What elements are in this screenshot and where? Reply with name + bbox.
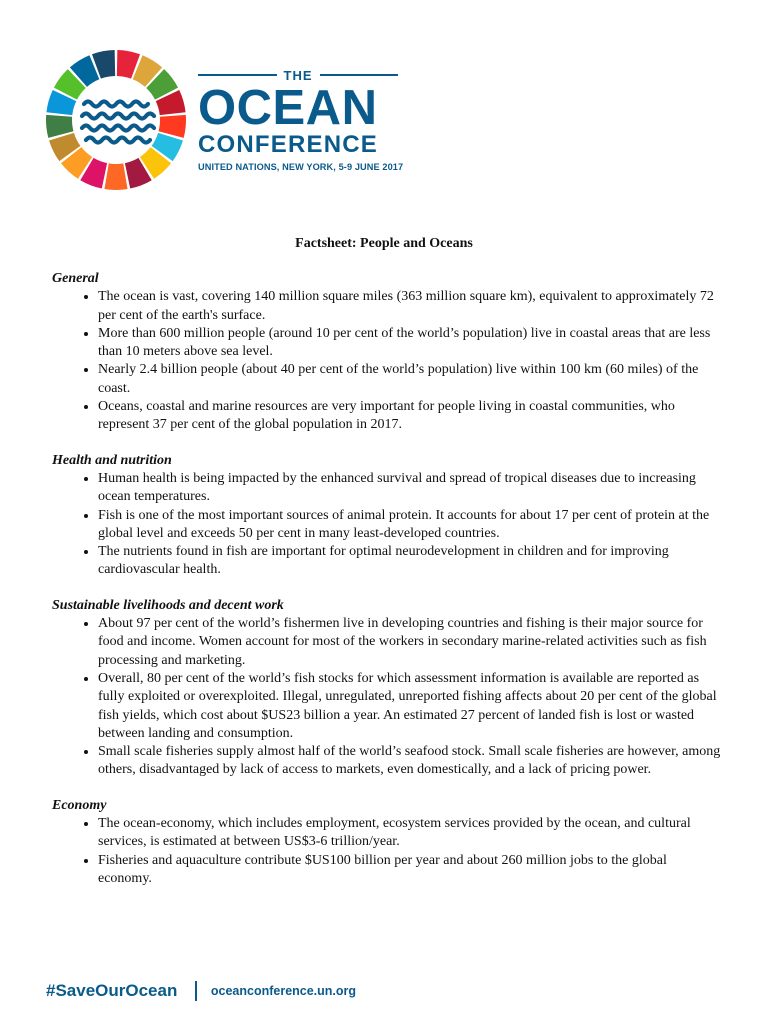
section-economy — [52, 797, 722, 888]
list-item: • Small scale fisheries supply almost half of the world’s seafood stock. Small scale fisheries are however, among others, disadvantaged by lack of access to markets, even domestically, and a lack of pricing power. — [98, 743, 722, 780]
section-health-nutrition — [52, 452, 722, 580]
footer-divider — [195, 981, 197, 1001]
list-item: • Human health is being impacted by the enhanced survival and spread of tropical diseases due to increasing ocean temperatures. — [98, 470, 722, 507]
section-general — [52, 270, 722, 435]
logo-ocean: OCEAN — [198, 81, 378, 135]
conference-wordmark — [198, 64, 404, 174]
wheel-segments — [46, 50, 186, 190]
list-item: • More than 600 million people (around 10 per cent of the world’s population) live in coastal areas that are less than 10 meters above sea level. — [98, 325, 722, 362]
logo-conference: CONFERENCE — [198, 131, 379, 158]
section-livelihoods — [52, 597, 722, 780]
wheel-segment — [104, 163, 127, 190]
website-link[interactable]: oceanconference.un.org — [210, 984, 357, 998]
list-item: • Oceans, coastal and marine resources are very important for people living in coastal communities, who represent 37 per cent of the global population in 2017. — [98, 398, 722, 435]
list-item: • The ocean-economy, which includes employment, ecosystem services provided by the ocean, and cultural services, is estimated at between US$3-6 trillion/year. — [98, 815, 722, 852]
factsheet-content — [52, 270, 722, 905]
list-item: • The nutrients found in fish are important for optimal neurodevelopment in children and for improving cardiovascular health. — [98, 543, 722, 580]
footer — [46, 981, 356, 1001]
list-item: • About 97 per cent of the world’s fishermen live in developing countries and fishing is their major source for food and income. Women account for most of the workers in secondary marine-related activities such as fish processing and marketing. — [98, 615, 722, 670]
section-heading: Economy — [52, 797, 107, 813]
list-item: • The ocean is vast, covering 140 million square miles (363 million square km), equivalent to approximately 72 per cent of the earth's surface. — [98, 288, 722, 325]
divider-line-left — [198, 74, 277, 76]
list-item: • Overall, 80 per cent of the world’s fish stocks for which assessment information is available are reported as fully exploited or overexploited. Illegal, unregulated, unreported fishing affects about 20 per cent of the global fish yields, which cost about $US23 billion a year. An estimated 27 percent of landed fish is lost or wasted between landing and consumption. — [98, 670, 722, 743]
list-item: • Fisheries and aquaculture contribute $US100 billion per year and about 260 million jobs to the global economy. — [98, 852, 722, 889]
logo-subtitle: UNITED NATIONS, NEW YORK, 5-9 JUNE 2017 — [198, 162, 404, 172]
divider-line-right — [320, 74, 399, 76]
section-heading: Health and nutrition — [52, 452, 172, 468]
sdg-wheel-logo — [45, 49, 187, 191]
hashtag: #SaveOurOcean — [46, 981, 178, 1000]
document-title: Factsheet: People and Oceans — [295, 236, 473, 251]
waves-icon — [82, 102, 154, 143]
bullet-list — [52, 615, 722, 780]
section-heading: Sustainable livelihoods and decent work — [52, 597, 284, 613]
bullet-list — [52, 470, 722, 580]
section-heading: General — [52, 271, 99, 286]
bullet-list — [52, 815, 722, 888]
list-item: • Nearly 2.4 billion people (about 40 per cent of the world’s population) live within 100 km (60 miles) of the coast. — [98, 361, 722, 398]
bullet-list — [52, 288, 722, 434]
list-item: • Fish is one of the most important sources of animal protein. It accounts for about 17 per cent of protein at the global level and exceeds 50 per cent in many least-developed countries. — [98, 507, 722, 544]
logo-the: THE — [283, 67, 313, 83]
